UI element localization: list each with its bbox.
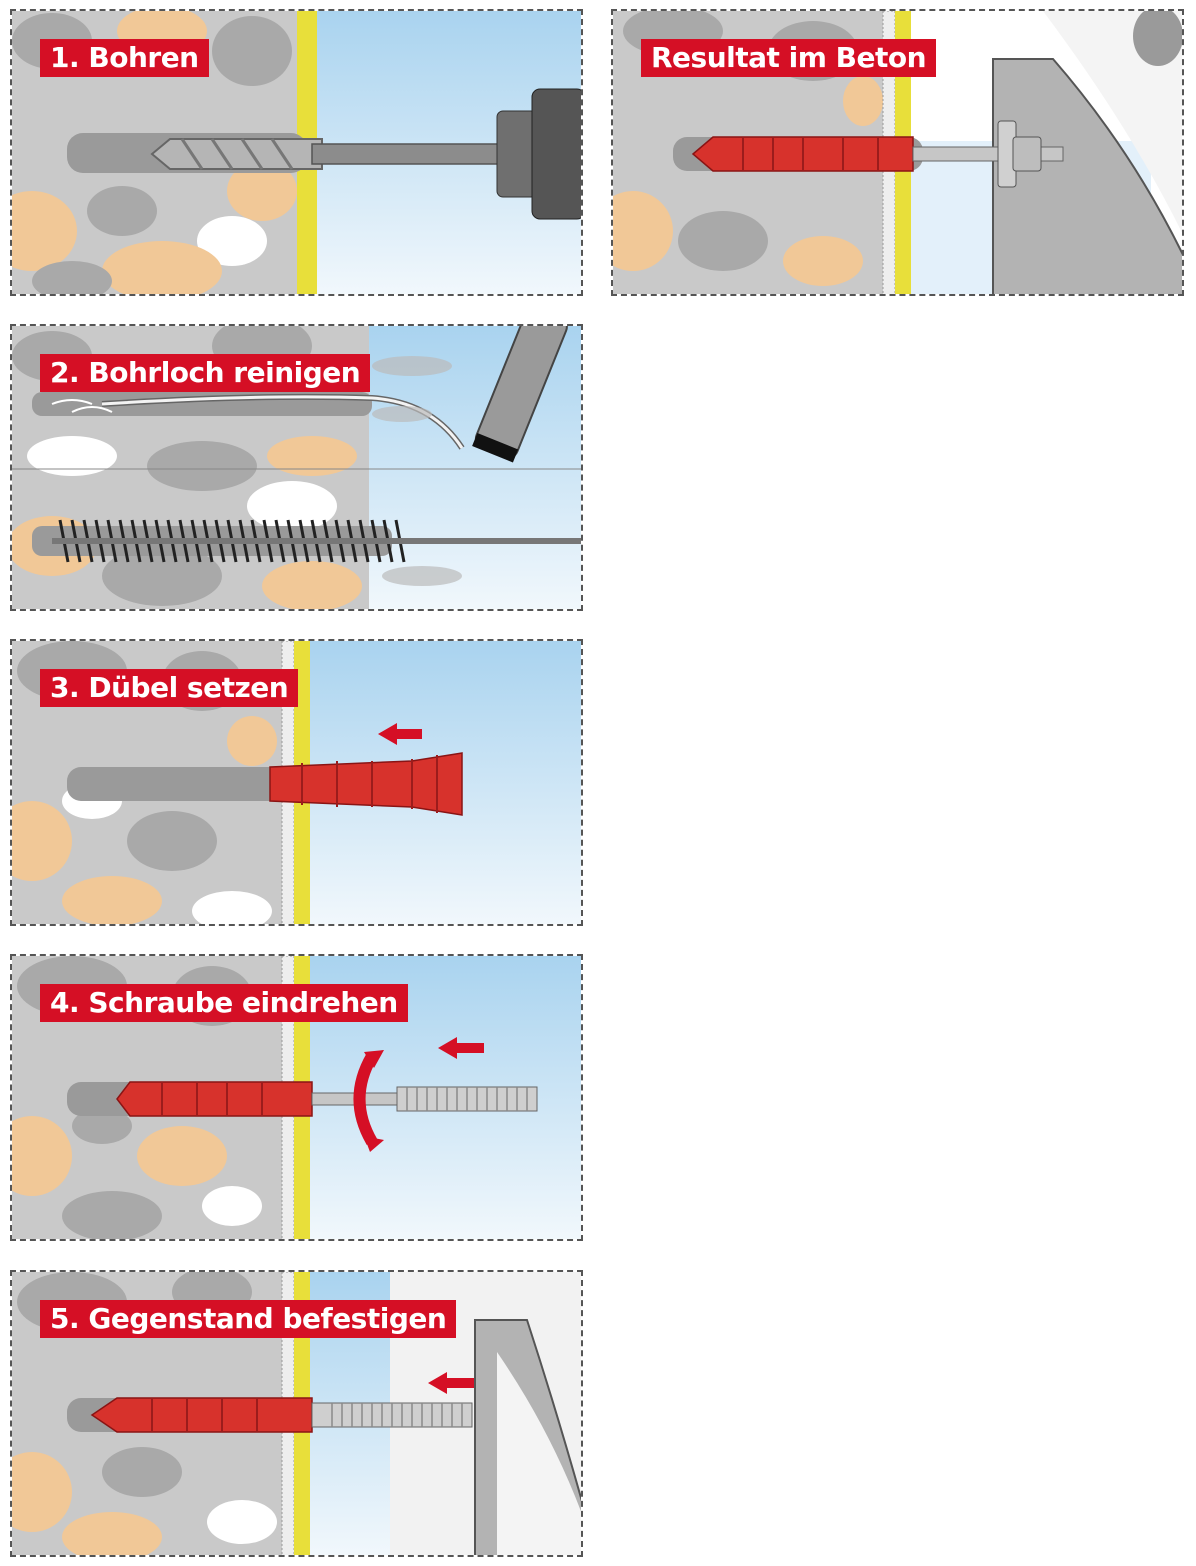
dowel [693,137,913,171]
step-2-label: 2. Bohrloch reinigen [40,354,370,392]
step-4-panel [10,954,583,1241]
dowel [92,1398,312,1432]
step-1-label: 1. Bohren [40,39,209,77]
result-label: Resultat im Beton [641,39,936,77]
drill-bit [152,139,502,169]
step-3-panel [10,639,583,926]
step-4-label: 4. Schraube eindrehen [40,984,408,1022]
step-3-label: 3. Dübel setzen [40,669,298,707]
step-5-panel [10,1270,583,1557]
dowel [117,1082,312,1116]
step-1-panel [10,9,583,296]
screw [312,1403,472,1427]
step-2-panel [10,324,583,611]
step-5-label: 5. Gegenstand befestigen [40,1300,456,1338]
result-panel [611,9,1184,296]
drill-hole [67,767,297,801]
